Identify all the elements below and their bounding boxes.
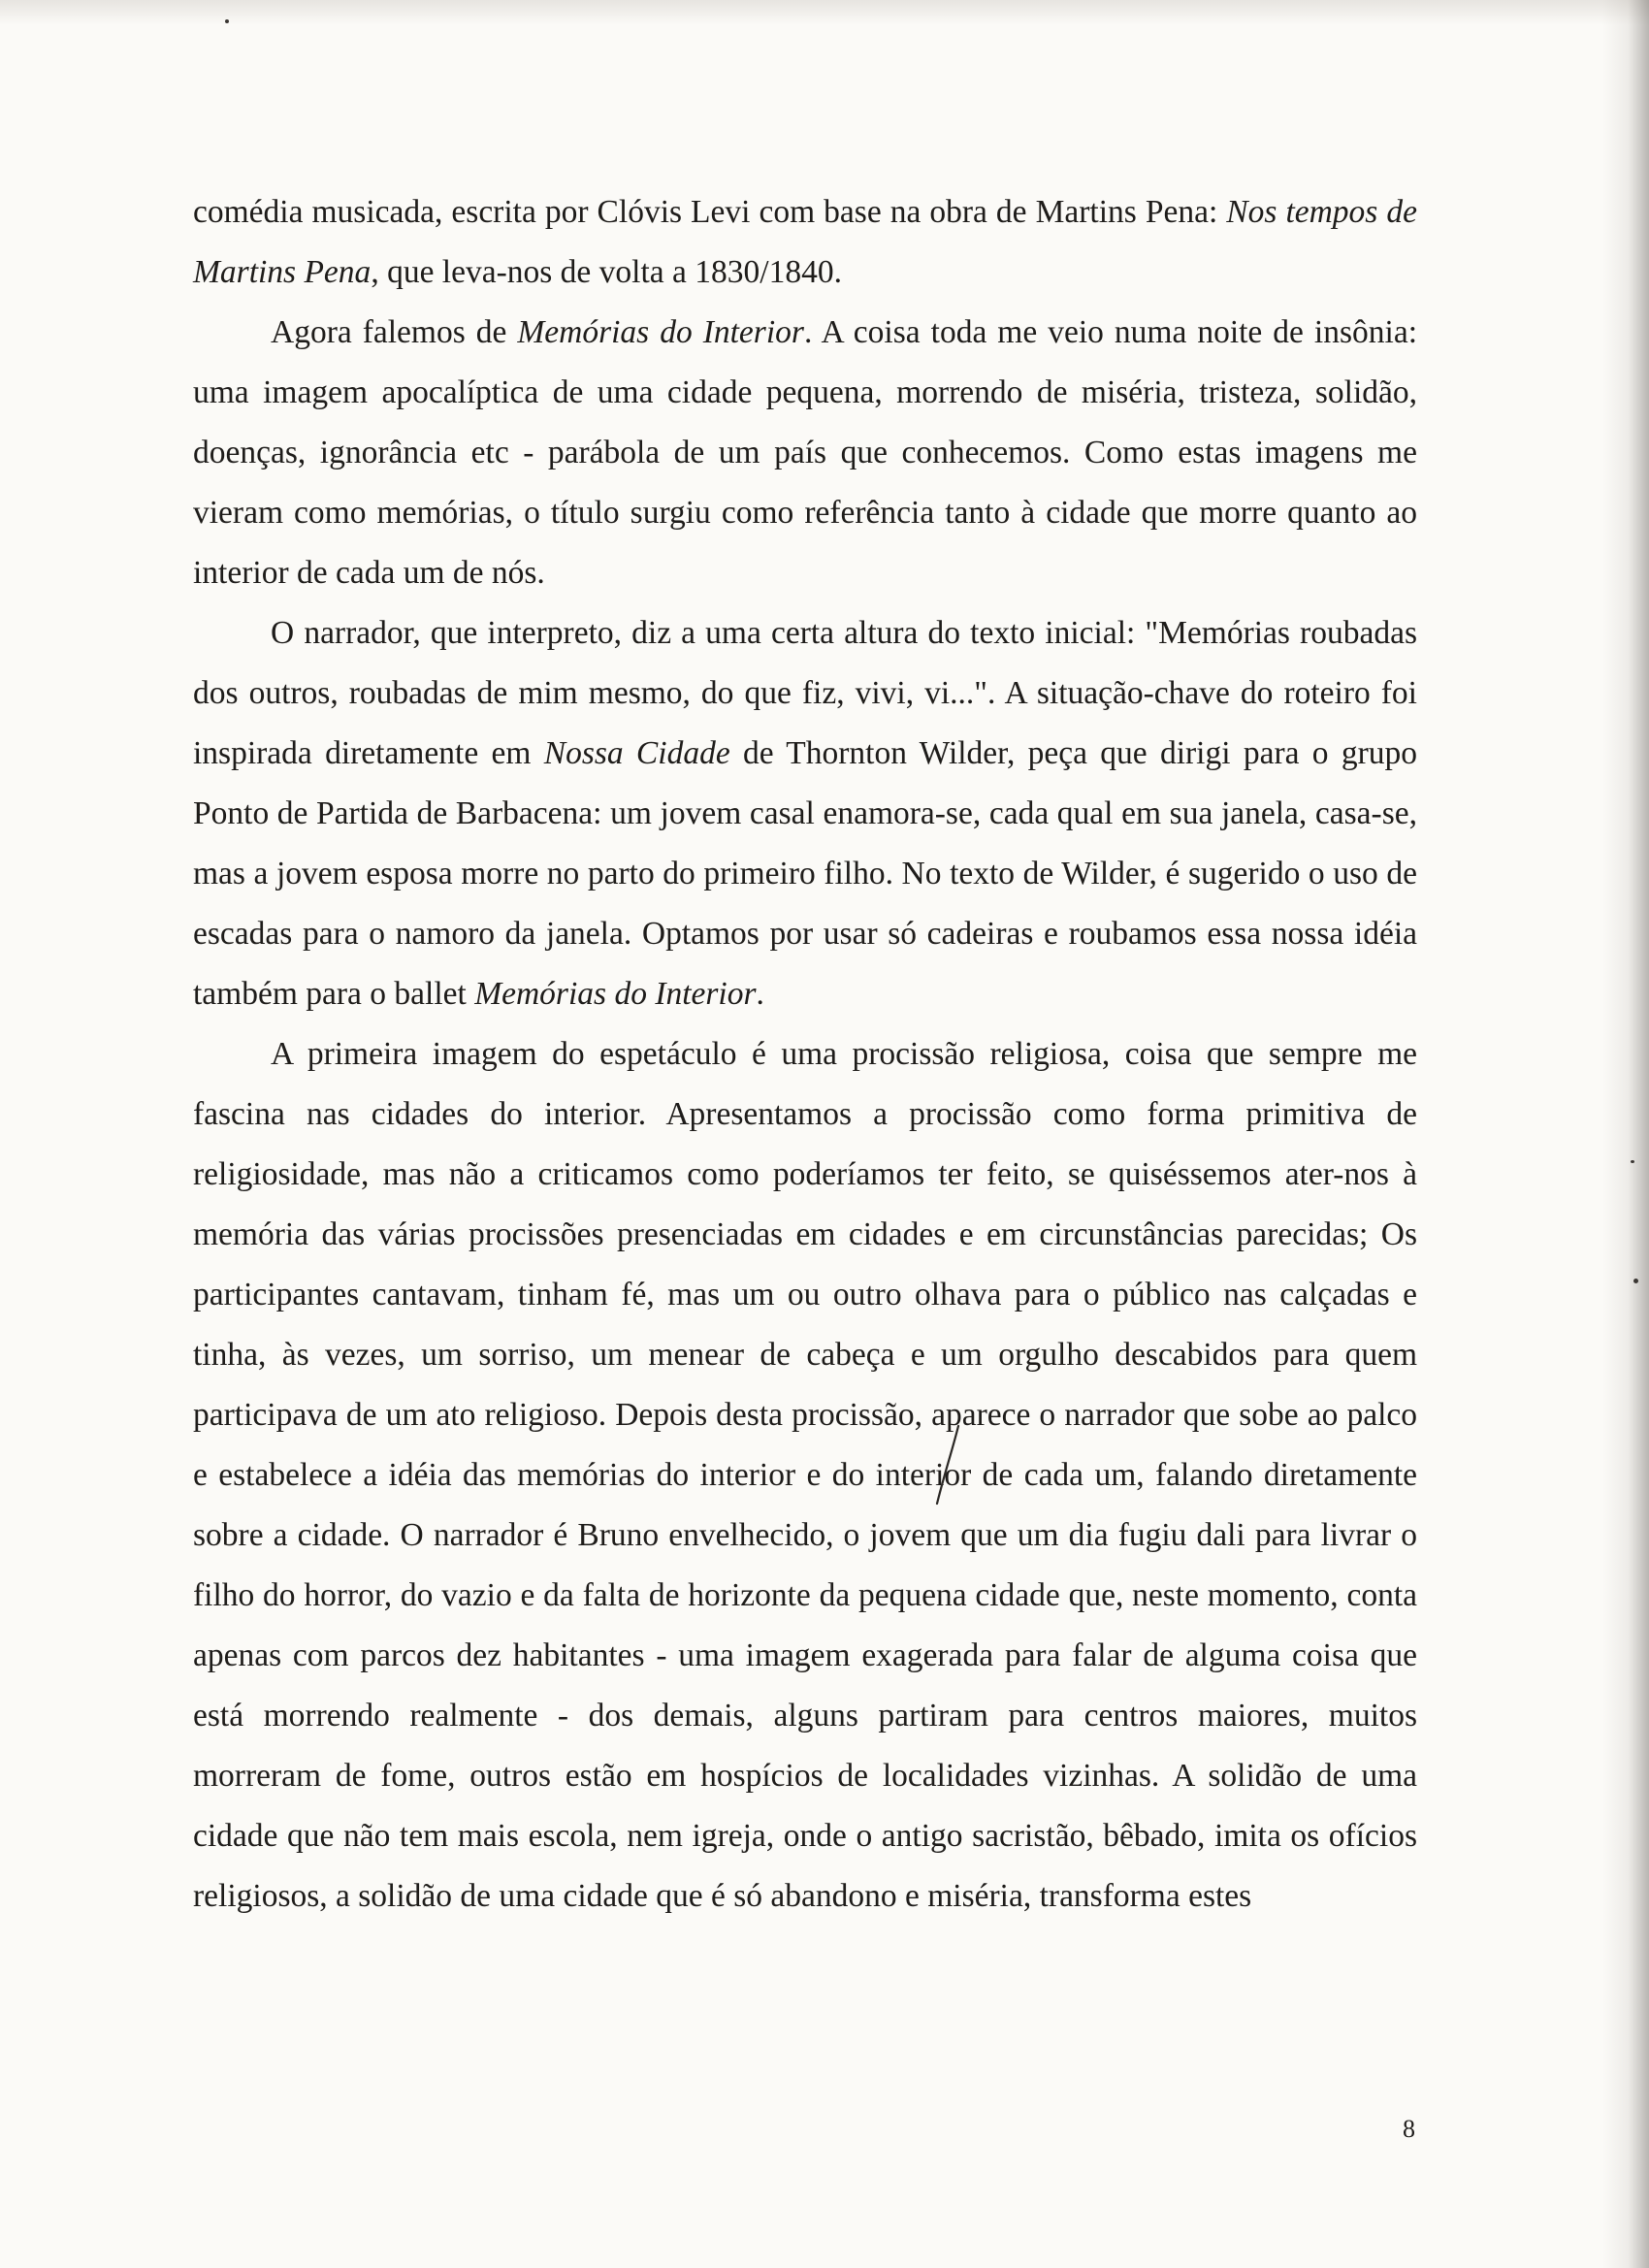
paragraph-text: de Thornton Wilder, peça que dirigi para o grupo Ponto de Partida de Barbacena: um jovem casal enamora-se, cada qual em sua janela, casa-se, mas a jovem esposa morre no parto do primeiro filho. No texto de Wilder, é sugerido o uso de escadas para o namoro da janela. Optamos por usar só cadeiras e roubamos essa nossa idéia também para o ballet <box>193 735 1417 1012</box>
paragraph <box>193 603 1417 1024</box>
italic-title-text: Memórias do Interior <box>517 314 804 350</box>
italic-title-text: Nossa Cidade <box>543 735 730 771</box>
page-edge-shadow <box>1602 0 1649 2268</box>
paper-speck <box>1633 1279 1638 1283</box>
page-top-shadow <box>0 0 1649 25</box>
paragraph-text: , que leva-nos de volta a 1830/1840. <box>371 254 842 290</box>
paper-speck <box>225 19 229 23</box>
paragraph-text: O narrador, que interpreto, diz a uma certa altura do texto inicial: "Memórias roubadas dos outros, roubadas de mim mesmo, do que fiz, vivi, vi...". A situação-chave do roteiro foi inspirada diretamente em <box>193 615 1417 771</box>
paragraph-text: . <box>756 976 764 1012</box>
paragraph-text: Agora falemos de <box>271 314 518 350</box>
italic-title-text: Memórias do Interior <box>474 976 757 1012</box>
italic-title-text: Nos tempos de Martins Pena <box>193 194 1417 290</box>
handwritten-slash-mark <box>933 1424 962 1506</box>
paragraph <box>193 182 1417 303</box>
page-number: 8 <box>1403 2115 1415 2143</box>
body-text <box>193 182 1417 1927</box>
paragraph-text: comédia musicada, escrita por Clóvis Levi com base na obra de Martins Pena: <box>193 194 1227 230</box>
paragraph-text: . A coisa toda me veio numa noite de insônia: uma imagem apocalíptica de uma cidade pequena, morrendo de miséria, tristeza, solidão, doenças, ignorância etc - parábola de um país que conhecemos. Como estas imagens me vieram como memórias, o título surgiu como referência tanto à cidade que morre quanto ao interior de cada um de nós. <box>193 314 1417 591</box>
paragraph <box>193 1024 1417 1927</box>
paragraph <box>193 303 1417 603</box>
paper-speck <box>1631 1160 1634 1163</box>
paragraph-text: A primeira imagem do espetáculo é uma procissão religiosa, coisa que sempre me fascina nas cidades do interior. Apresentamos a procissão como forma primitiva de religiosidade, mas não a criticamos como poderíamos ter feito, se quiséssemos ater-nos à memória das várias procissões presenciadas em cidades e em circunstâncias parecidas; Os participantes cantavam, tinham fé, mas um ou outro olhava para o público nas calçadas e tinha, às vezes, um sorriso, um menear de cabeça e um orgulho descabidos para quem participava de um ato religioso. Depois desta procissão, aparece o narrador que sobe ao palco e estabelece a idéia das memórias do interior e do interior de cada um, falando diretamente sobre a cidade. O narrador é Bruno envelhecido, o jovem que um dia fugiu dali para livrar o filho do horror, do vazio e da falta de horizonte da pequena cidade que, neste momento, conta apenas com parcos dez habitantes - uma imagem exagerada para falar de alguma coisa que está morrendo realmente - dos demais, alguns partiram para centros maiores, muitos morreram de fome, outros estão em hospícios de localidades vizinhas. A solidão de uma cidade que não tem mais escola, nem igreja, onde o antigo sacristão, bêbado, imita os ofícios religiosos, a solidão de uma cidade que é só abandono e miséria, transforma estes <box>193 1036 1417 1914</box>
